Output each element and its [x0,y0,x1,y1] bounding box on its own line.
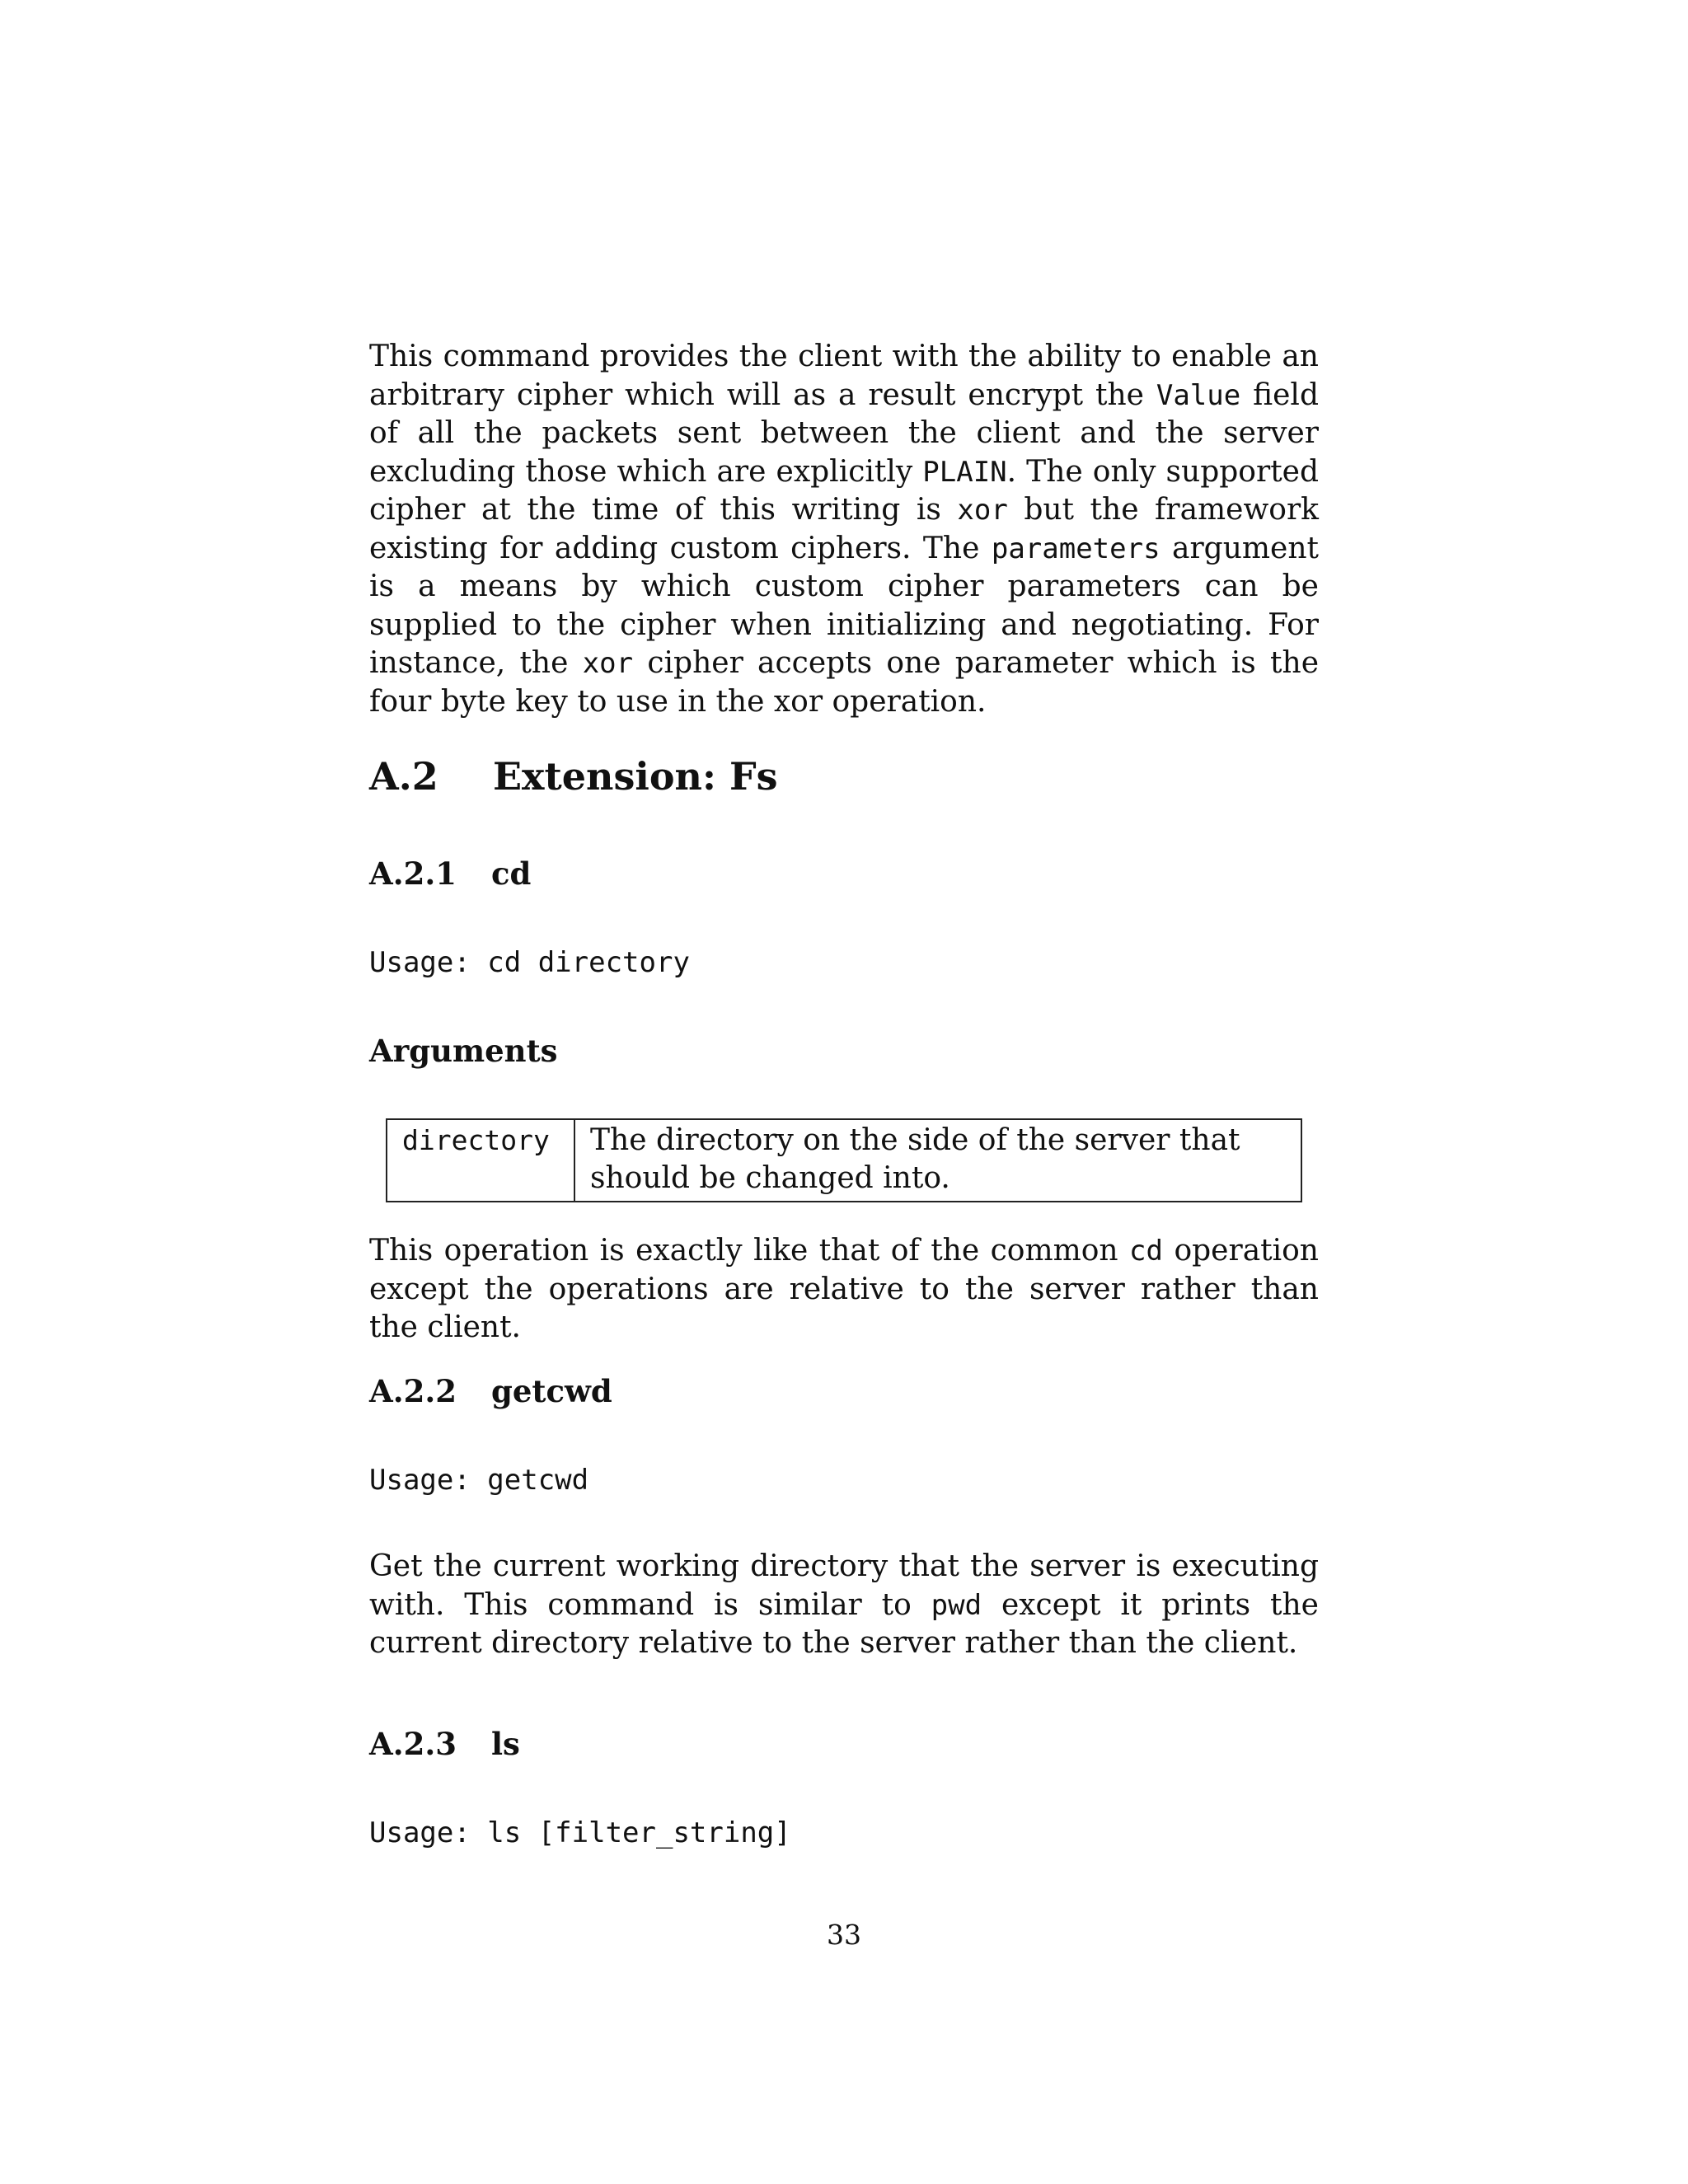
code-pwd: pwd [931,1588,982,1622]
code-parameters: parameters [991,532,1160,565]
subsection-number: A.2.2 [369,1373,457,1409]
subsection-heading-getcwd [369,1373,612,1409]
subsection-heading-ls [369,1726,520,1762]
getcwd-description [369,1548,1319,1663]
usage-cd: Usage: cd directory [369,946,690,979]
text-run: This command provides the client with the ability to enable an arbitrary cipher which will as a result encrypt the [369,340,1319,412]
code-cd: cd [1129,1235,1163,1268]
subsection-title: cd [491,855,532,892]
section-heading [369,754,778,799]
argument-name: directory [387,1119,574,1202]
code-value: Value [1156,378,1241,412]
text-run: . The only supported cipher at the time of this writing is [369,454,1320,527]
text-run: but the framework existing for adding custom ciphers. The [369,493,1319,565]
text-run: Get the current working directory that the server is executing with. This command is similar to [369,1549,1319,1622]
usage-ls: Usage: ls [filter_string] [369,1816,791,1849]
code-xor: xor [957,494,1008,527]
text-run: field of all the packets sent between the client and the server excluding those which are explicitly [369,377,1319,489]
usage-getcwd: Usage: getcwd [369,1464,589,1497]
subsection-title: getcwd [491,1373,612,1409]
subsection-number: A.2.3 [369,1726,457,1762]
page-number: 33 [827,1919,861,1951]
text-run: except it prints the current directory relative to the server rather than the client. [369,1587,1319,1660]
code-plain: PLAIN [922,455,1007,489]
section-number: A.2 [369,754,438,799]
text-run: cipher accepts one parameter which is the four byte key to use in the xor operation. [369,646,1319,719]
subsection-number: A.2.1 [369,855,457,892]
text-run: operation except the operations are relative to the server rather than the client. [369,1234,1319,1344]
text-run: argument is a means by which custom cipher parameters can be supplied to the cipher when initializing and negotiating. For instance, the [369,531,1319,680]
cd-description [369,1232,1319,1347]
arguments-table [386,1118,1302,1202]
section-title: Extension: Fs [493,754,778,799]
arguments-heading: Arguments [369,1033,558,1069]
subsection-title: ls [491,1726,520,1762]
table-row [387,1119,1301,1202]
intro-paragraph [369,338,1319,721]
argument-description: The directory on the side of the server that should be changed into. [574,1119,1301,1202]
code-xor: xor [582,647,634,680]
subsection-heading-cd [369,855,531,892]
text-run: This operation is exactly like that of the common [369,1234,1130,1268]
